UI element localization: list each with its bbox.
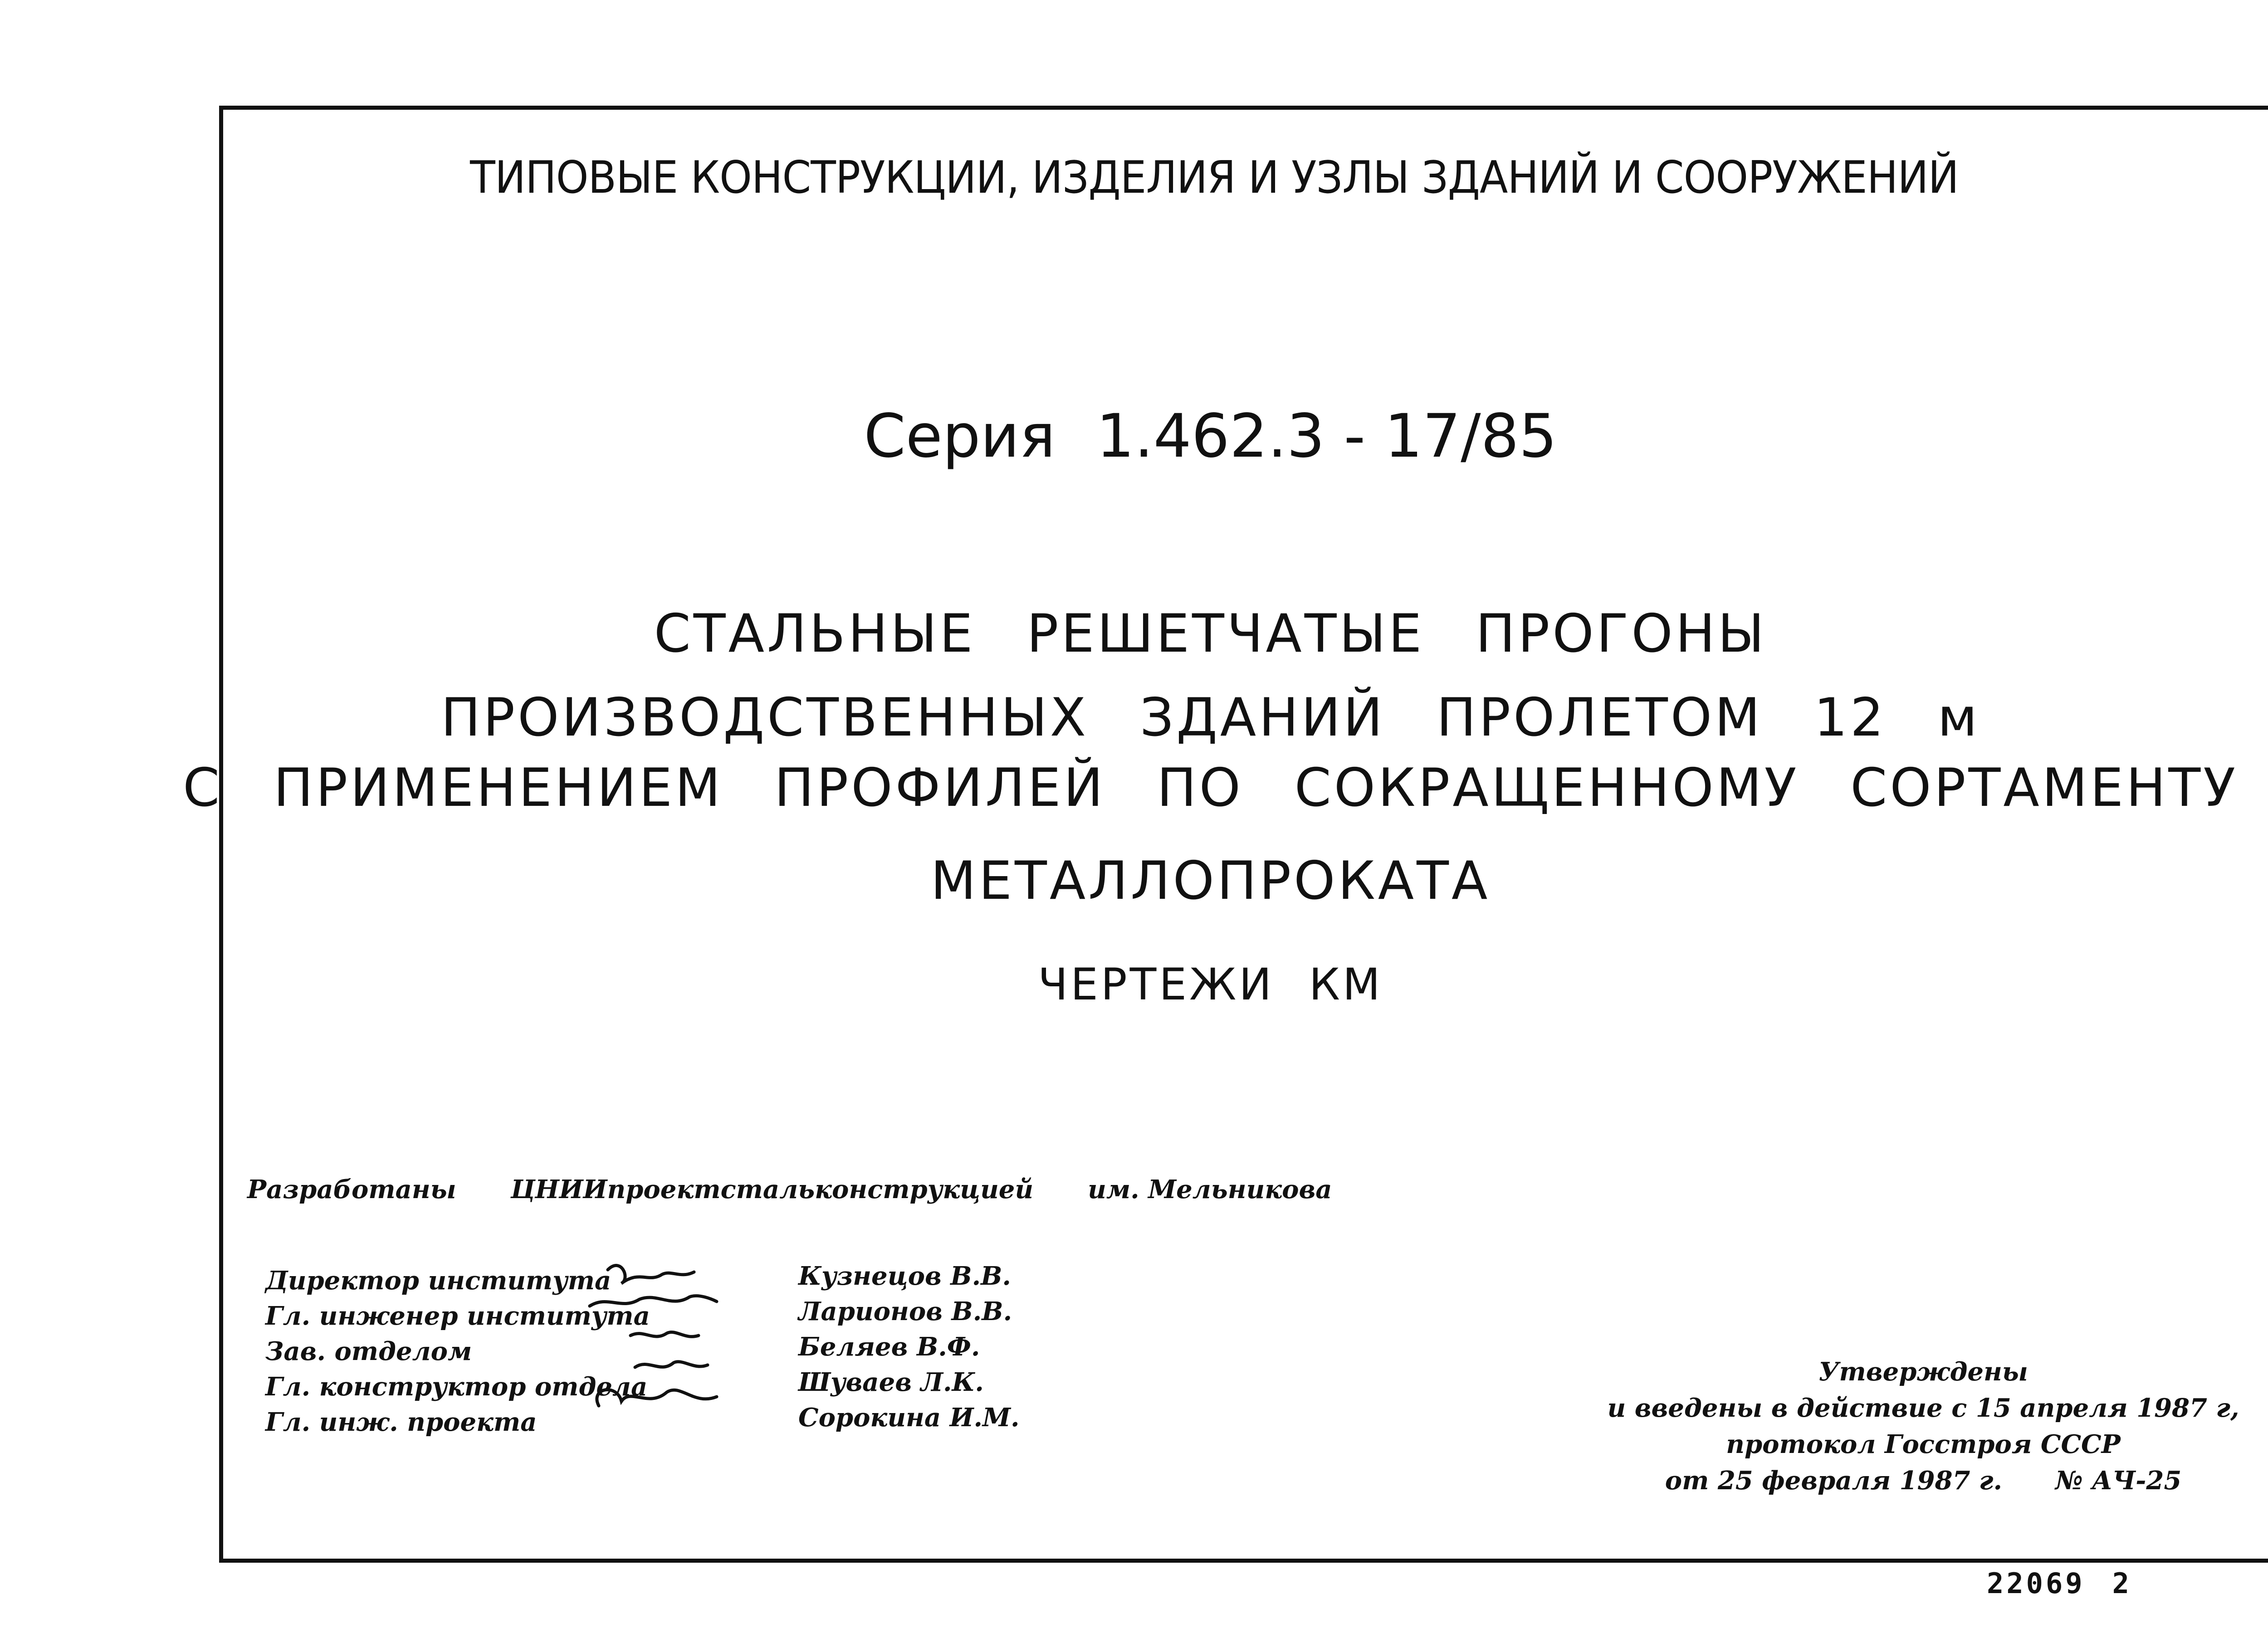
main-title-line-4: МЕТАЛЛОПРОКАТА: [930, 850, 1491, 912]
drawing-subtitle: ЧЕРТЕЖИ КМ: [1038, 959, 1383, 1010]
staff-name: Кузнецов В.В.: [798, 1261, 1011, 1291]
signature-5: [597, 1390, 717, 1406]
staff-role: Директор института: [265, 1266, 611, 1296]
staff-role: Зав. отделом: [265, 1336, 472, 1366]
approval-protocol: протокол Госстроя СССР: [1726, 1429, 2121, 1459]
series-number: 1.462.3 - 17/85: [1096, 401, 1557, 471]
doc-number: 22069: [1987, 1567, 2085, 1600]
approval-date-line: [1588, 1462, 2259, 1499]
sheet-number: 2: [2112, 1567, 2132, 1600]
approval-effective: и введены в действие с 15 апреля 1987 г,: [1607, 1393, 2239, 1423]
signature-4: [635, 1362, 708, 1367]
staff-name: Ларионов В.В.: [798, 1297, 1012, 1326]
main-title-line-2: ПРОИЗВОДСТВЕННЫХ ЗДАНИЙ ПРОЛЕТОМ 12 м: [440, 687, 1980, 748]
approval-heading: Утверждены: [1818, 1357, 2028, 1387]
signature-3: [631, 1332, 699, 1337]
approval-number: № АЧ-25: [2055, 1466, 2182, 1496]
staff-role: Гл. инженер института: [265, 1301, 650, 1331]
series-line: [0, 401, 2268, 471]
staff-role: Гл. конструктор отдела: [265, 1372, 648, 1402]
approval-date: от 25 февраля 1987 г.: [1665, 1466, 2003, 1496]
developer-label: Разработаны: [247, 1175, 456, 1204]
series-label: Серия: [864, 401, 1056, 471]
developer-org-suffix: им. Мельникова: [1088, 1175, 1332, 1204]
signature-1: [608, 1266, 694, 1283]
staff-name: Шуваев Л.К.: [798, 1367, 984, 1397]
staff-name: Сорокина И.М.: [798, 1403, 1020, 1433]
main-title-line-1: СТАЛЬНЫЕ РЕШЕТЧАТЫЕ ПРОГОНЫ: [654, 603, 1767, 664]
signatures-image: [581, 1252, 771, 1442]
header-title: ТИПОВЫЕ КОНСТРУКЦИИ, ИЗДЕЛИЯ И УЗЛЫ ЗДАНИЙ И СООРУЖЕНИЙ: [470, 152, 1959, 204]
main-title-line-3: С ПРИМЕНЕНИЕМ ПРОФИЛЕЙ ПО СОКРАЩЕННОМУ СОРТАМЕНТУ: [183, 757, 2238, 819]
staff-role: Гл. инж. проекта: [265, 1407, 537, 1437]
footer-doc-number: [1987, 1567, 2132, 1600]
staff-name: Беляев В.Ф.: [798, 1332, 980, 1362]
developer-line: [247, 1175, 1387, 1204]
staff-names: [798, 1258, 1020, 1435]
signature-2: [590, 1296, 717, 1306]
developer-org: ЦНИИпроектстальконструкцией: [510, 1175, 1034, 1204]
approval-block: [1588, 1354, 2259, 1499]
